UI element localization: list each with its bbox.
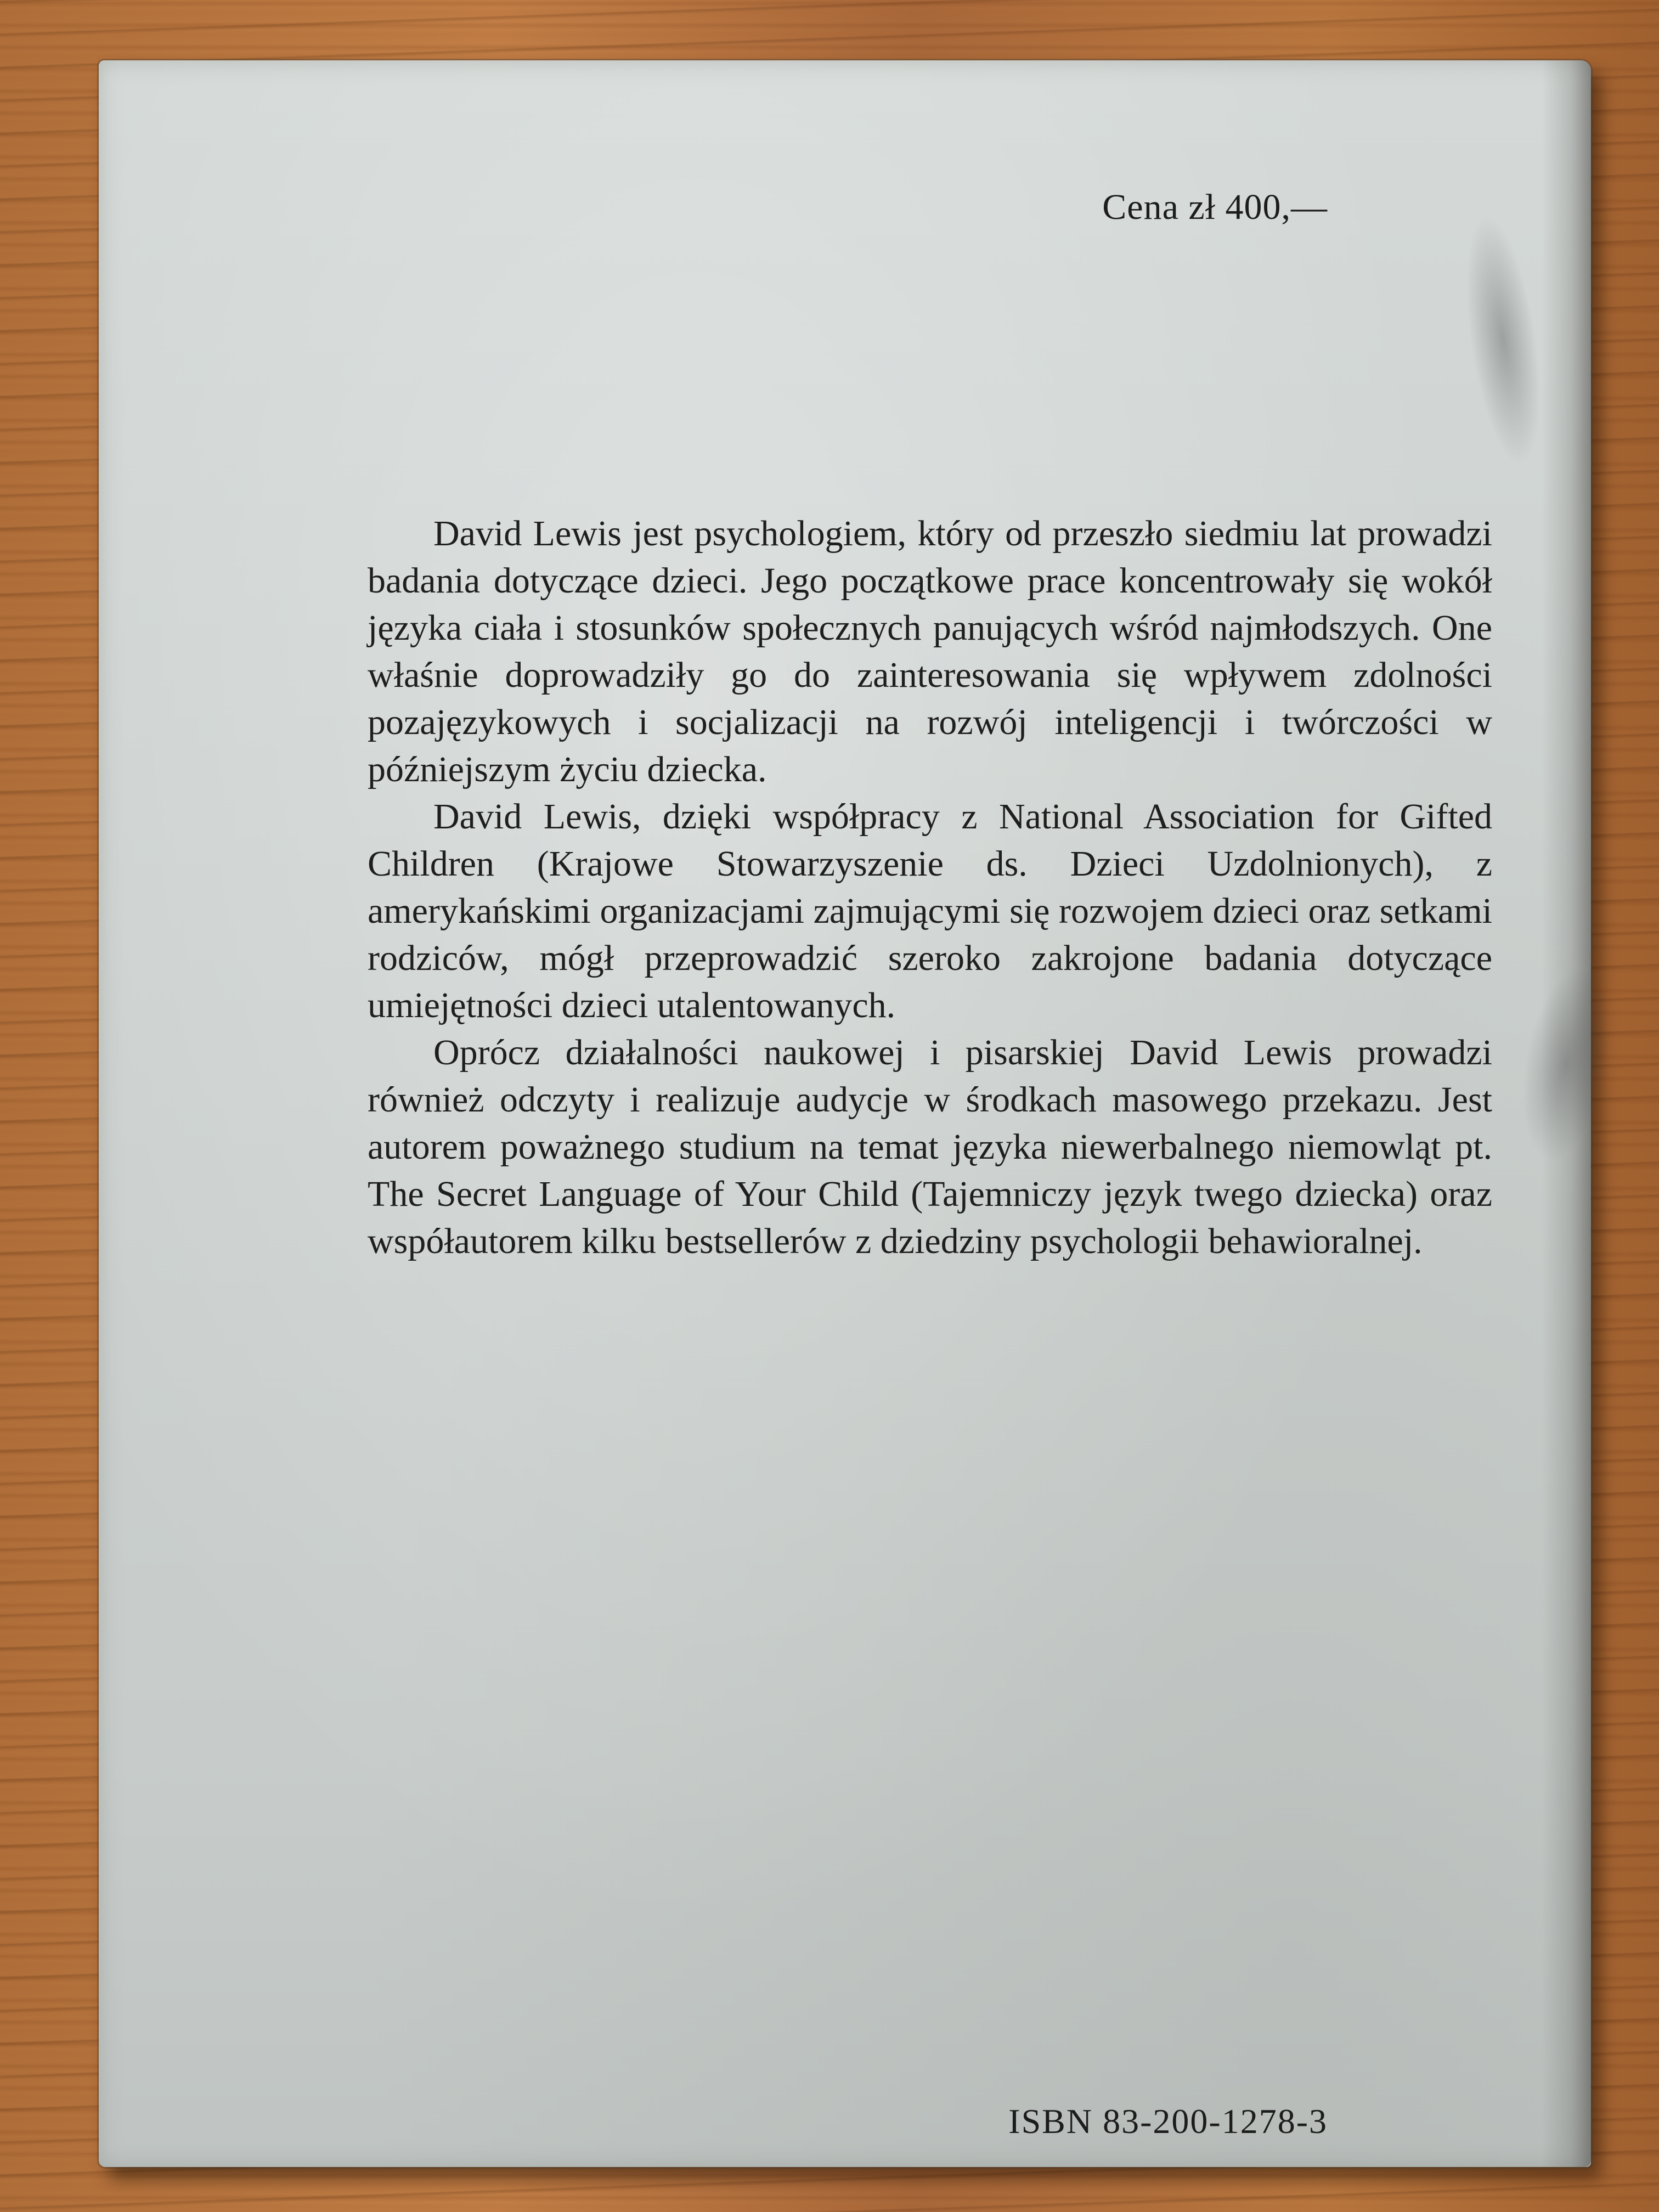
price-label: Cena zł 400,— xyxy=(1102,187,1328,227)
author-blurb xyxy=(368,510,1492,1265)
smudge-mark xyxy=(1509,960,1624,1169)
isbn-label: ISBN 83-200-1278-3 xyxy=(1008,2102,1328,2141)
blurb-paragraph: David Lewis jest psychologiem, który od przeszło siedmiu lat prowadzi badania dotyczące dzieci. Jego początkowe prace koncentrowały się wokół języka ciała i stosunków społecznych panujących wśród najmłodszych. One właśnie doprowadziły go do zainteresowania się wpływem zdolności pozajęzykowych i socjalizacji na rozwój inteligencji i twórczości w późniejszym życiu dziecka. xyxy=(368,514,1492,789)
book-back-cover xyxy=(99,60,1591,2167)
smudge-mark xyxy=(1453,211,1554,470)
blurb-paragraph: David Lewis, dzięki współpracy z National Association for Gifted Children (Krajowe Stowarzyszenie ds. Dzieci Uzdolnionych), z amerykańskimi organizacjami zajmującymi się rozwojem dzieci oraz setkami rodziców, mógł przeprowadzić szeroko zakrojone badania dotyczące umiejętności dzieci utalentowanych. xyxy=(368,797,1492,1025)
blurb-paragraph: Oprócz działalności naukowej i pisarskiej David Lewis prowadzi również odczyty i realizuje audycje w środkach masowego przekazu. Jest autorem poważnego studium na temat języka niewerbalnego niemowląt pt. The Secret Language of Your Child (Tajemniczy język twego dziecka) oraz współautorem kilku bestsellerów z dziedziny psychologii behawioralnej. xyxy=(368,1032,1492,1261)
